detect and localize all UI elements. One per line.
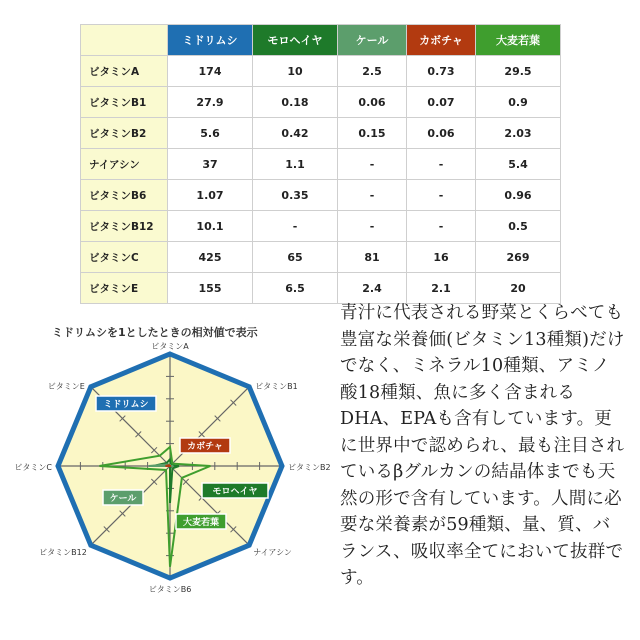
table-cell: 65: [253, 242, 338, 273]
table-cell: 27.9: [168, 87, 253, 118]
table-cell: 1.07: [168, 180, 253, 211]
row-label: ビタミンC: [81, 242, 168, 273]
table-row: [81, 180, 561, 211]
table-cell: -: [407, 180, 476, 211]
table-header-row: [81, 25, 561, 56]
table-row: [81, 242, 561, 273]
row-label: ビタミンA: [81, 56, 168, 87]
table-cell: 16: [407, 242, 476, 273]
table-cell: 5.6: [168, 118, 253, 149]
legend-label: 大麦若葉: [182, 518, 220, 528]
table-cell: -: [407, 211, 476, 242]
column-header: モロヘイヤ: [253, 25, 338, 56]
radar-chart: [0, 318, 340, 640]
table-cell: 81: [338, 242, 407, 273]
table-cell: 174: [168, 56, 253, 87]
table-corner-cell: [81, 25, 168, 56]
row-label: ナイアシン: [81, 149, 168, 180]
table-cell: 0.96: [476, 180, 561, 211]
axis-label: ビタミンB2: [288, 463, 331, 472]
axis-label: ビタミンA: [151, 342, 189, 351]
row-label: ビタミンB12: [81, 211, 168, 242]
table-cell: 37: [168, 149, 253, 180]
table-cell: 10.1: [168, 211, 253, 242]
table-cell: 10: [253, 56, 338, 87]
table-row: [81, 211, 561, 242]
description-text: 青汁に代表される野菜とくらべても豊富な栄養価(ビタミン13種類)だけでなく、ミネラル10種類、アミノ酸18種類、魚に多く含まれるDHA、EPAも含有しています。更に世界中で認められ、最も注目されているβグルカンの結晶体までも天然の形で含有しています。人間に必要な栄養素が59種類、量、質、バランス、吸収率全てにおいて抜群です。: [340, 303, 625, 588]
legend-label: ミドリムシ: [103, 400, 149, 410]
table-cell: 29.5: [476, 56, 561, 87]
table-cell: 0.06: [407, 118, 476, 149]
legend-label: モロヘイヤ: [212, 487, 258, 497]
radar-series-4: [166, 465, 172, 466]
table-row: [81, 87, 561, 118]
axis-label: ビタミンB1: [255, 381, 298, 391]
row-label: ビタミンB1: [81, 87, 168, 118]
table-cell: 0.18: [253, 87, 338, 118]
table-cell: -: [338, 211, 407, 242]
table-cell: 1.1: [253, 149, 338, 180]
axis-label: ビタミンC: [14, 463, 52, 472]
table-cell: 0.07: [407, 87, 476, 118]
table-cell: -: [338, 180, 407, 211]
table-cell: 0.06: [338, 87, 407, 118]
table-cell: 0.9: [476, 87, 561, 118]
table-row: [81, 56, 561, 87]
table-cell: 425: [168, 242, 253, 273]
table-cell: 0.15: [338, 118, 407, 149]
legend-label: カボチャ: [187, 442, 223, 452]
column-header: カボチャ: [407, 25, 476, 56]
chart-title: ミドリムシを1としたときの相対値で表示: [52, 326, 258, 339]
table-cell: 20: [476, 273, 561, 304]
table-cell: -: [407, 149, 476, 180]
column-header: ミドリムシ: [168, 25, 253, 56]
axis-label: ナイアシン: [253, 548, 292, 558]
table-row: [81, 149, 561, 180]
table-cell: 155: [168, 273, 253, 304]
nutrient-table: [80, 24, 561, 304]
table-cell: 0.73: [407, 56, 476, 87]
table-cell: 0.5: [476, 211, 561, 242]
table-cell: 0.35: [253, 180, 338, 211]
table-cell: 2.4: [338, 273, 407, 304]
row-label: ビタミンE: [81, 273, 168, 304]
table-cell: 2.03: [476, 118, 561, 149]
table-row: [81, 273, 561, 304]
table-cell: 0.42: [253, 118, 338, 149]
legend-label: ケール: [109, 494, 137, 504]
table-cell: -: [253, 211, 338, 242]
table-cell: 5.4: [476, 149, 561, 180]
table-cell: 2.1: [407, 273, 476, 304]
row-label: ビタミンB2: [81, 118, 168, 149]
row-label: ビタミンB6: [81, 180, 168, 211]
axis-label: ビタミンB12: [39, 548, 87, 558]
column-header: 大麦若葉: [476, 25, 561, 56]
table-row: [81, 118, 561, 149]
axis-label: ビタミンE: [47, 381, 85, 391]
table-cell: 269: [476, 242, 561, 273]
table-cell: -: [338, 149, 407, 180]
table-cell: 6.5: [253, 273, 338, 304]
column-header: ケール: [338, 25, 407, 56]
table-cell: 2.5: [338, 56, 407, 87]
axis-label: ビタミンB6: [148, 585, 192, 594]
